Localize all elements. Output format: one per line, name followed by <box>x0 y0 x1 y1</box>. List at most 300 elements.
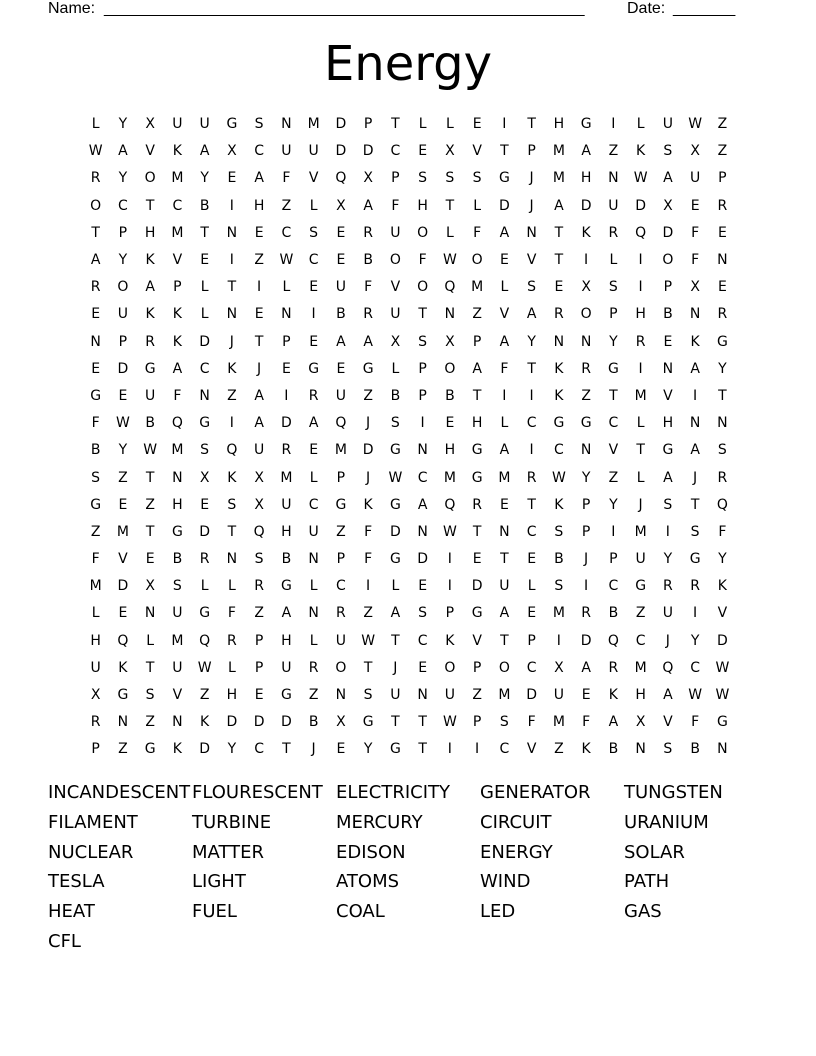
grid-letter: M <box>552 714 565 731</box>
grid-letter: S <box>254 551 264 568</box>
grid-letter: T <box>609 387 618 404</box>
grid-letter: K <box>227 360 237 377</box>
grid-letter: P <box>363 116 373 133</box>
grid-letter: A <box>417 496 428 513</box>
grid-letter: A <box>363 333 373 350</box>
grid-letter: V <box>472 143 482 160</box>
grid-letter: F <box>691 252 700 269</box>
grid-letter: F <box>364 551 373 568</box>
grid-letter: G <box>498 170 510 187</box>
grid-letter: L <box>309 197 318 214</box>
grid-letter: E <box>309 279 319 296</box>
grid-letter: Z <box>199 687 210 704</box>
grid-letter: L <box>200 306 209 323</box>
grid-letter: A <box>663 170 673 187</box>
grid-letter: U <box>254 442 265 459</box>
grid-letter: W <box>715 687 730 704</box>
grid-letter: P <box>418 360 427 377</box>
grid-letter: I <box>638 360 643 377</box>
grid-letter: N <box>608 170 619 187</box>
grid-letter: E <box>418 143 428 160</box>
grid-letter: U <box>390 224 401 241</box>
grid-letter: D <box>280 714 292 731</box>
grid-letter: N <box>226 306 238 323</box>
grid-letter: R <box>227 632 237 649</box>
grid-letter: G <box>226 116 238 133</box>
grid-letter: N <box>199 387 210 404</box>
grid-letter: T <box>227 279 237 296</box>
grid-letter: L <box>91 116 100 133</box>
grid-letter: E <box>527 605 537 622</box>
grid-letter: O <box>90 197 102 214</box>
grid-letter: T <box>690 496 700 513</box>
grid-letter: P <box>609 306 618 323</box>
grid-letter: R <box>717 469 728 486</box>
grid-letter: K <box>554 387 564 404</box>
grid-letter: T <box>145 659 155 676</box>
grid-letter: S <box>227 496 237 513</box>
word-list-item: FUEL <box>192 901 237 923</box>
grid-letter: N <box>417 523 428 540</box>
grid-letter: Z <box>608 143 619 160</box>
grid-letter: O <box>444 659 456 676</box>
grid-letter: Z <box>118 741 128 758</box>
grid-letter: A <box>390 605 401 622</box>
grid-letter: O <box>444 360 456 377</box>
grid-letter: P <box>118 333 128 350</box>
grid-letter: L <box>445 116 454 133</box>
grid-letter: M <box>552 170 565 187</box>
grid-letter: G <box>144 741 156 758</box>
grid-letter: N <box>580 333 592 350</box>
grid-letter: E <box>472 551 482 568</box>
grid-letter: X <box>145 116 155 133</box>
grid-letter: U <box>390 687 401 704</box>
grid-letter: Q <box>607 632 619 649</box>
grid-row <box>82 628 742 655</box>
grid-row <box>82 682 742 709</box>
grid-letter: M <box>498 687 511 704</box>
grid-letter: P <box>472 714 482 731</box>
grid-letter: B <box>445 387 455 404</box>
grid-letter: P <box>391 170 400 187</box>
grid-letter: F <box>527 714 536 731</box>
grid-letter: G <box>471 469 483 486</box>
grid-letter: Y <box>118 116 128 133</box>
grid-letter: R <box>308 387 319 404</box>
grid-letter: F <box>473 224 482 241</box>
grid-letter: S <box>145 687 155 704</box>
grid-letter: I <box>584 252 589 269</box>
grid-letter: I <box>693 387 698 404</box>
grid-letter: E <box>309 442 319 459</box>
grid-letter: S <box>254 116 264 133</box>
grid-letter: V <box>526 741 537 758</box>
grid-letter: T <box>418 741 427 758</box>
grid-letter: E <box>254 224 264 241</box>
grid-letter: D <box>580 197 592 214</box>
grid-row <box>82 464 742 491</box>
grid-letter: V <box>499 306 510 323</box>
grid-letter: H <box>417 197 428 214</box>
grid-letter: X <box>663 197 673 214</box>
grid-letter: J <box>529 197 534 214</box>
grid-letter: Q <box>171 415 183 432</box>
grid-letter: Z <box>145 714 155 731</box>
grid-letter: G <box>580 116 592 133</box>
grid-letter: G <box>471 442 483 459</box>
grid-letter: U <box>172 116 183 133</box>
grid-letter: S <box>418 170 428 187</box>
grid-letter: K <box>581 741 591 758</box>
grid-letter: N <box>444 306 456 323</box>
name-blank-line: ______________________________________________________ <box>104 0 585 17</box>
grid-letter: U <box>199 116 210 133</box>
grid-letter: R <box>472 496 482 513</box>
grid-letter: K <box>227 469 237 486</box>
grid-letter: Z <box>145 496 155 513</box>
grid-letter: L <box>282 279 291 296</box>
grid-letter: F <box>364 279 373 296</box>
grid-letter: P <box>418 387 427 404</box>
grid-letter: N <box>717 741 728 758</box>
grid-letter: A <box>281 605 292 622</box>
word-list-item: ELECTRICITY <box>336 782 451 803</box>
grid-letter: Z <box>635 605 646 622</box>
grid-letter: R <box>90 279 101 296</box>
grid-letter: G <box>280 578 292 595</box>
grid-letter: D <box>498 197 510 214</box>
grid-letter: K <box>554 496 564 513</box>
grid-row <box>82 600 742 627</box>
grid-letter: T <box>418 714 427 731</box>
grid-letter: Q <box>335 170 347 187</box>
grid-letter: R <box>581 605 591 622</box>
grid-letter: R <box>254 578 264 595</box>
grid-letter: D <box>526 687 538 704</box>
word-list-item: MERCURY <box>336 811 423 833</box>
grid-letter: V <box>390 279 401 296</box>
grid-letter: P <box>581 523 591 540</box>
grid-letter: R <box>608 659 619 676</box>
grid-letter: H <box>553 116 565 133</box>
grid-letter: Z <box>227 387 237 404</box>
grid-letter: E <box>227 170 237 187</box>
grid-letter: Z <box>308 687 319 704</box>
grid-letter: Z <box>118 469 128 486</box>
grid-letter: E <box>91 306 101 323</box>
grid-letter: Y <box>118 170 128 187</box>
grid-letter: P <box>581 496 591 513</box>
grid-letter: E <box>118 605 128 622</box>
grid-letter: H <box>226 687 238 704</box>
grid-letter: G <box>362 360 374 377</box>
grid-letter: C <box>308 252 319 269</box>
grid-letter: M <box>471 279 484 296</box>
grid-letter: O <box>498 659 510 676</box>
grid-letter: F <box>173 387 182 404</box>
grid-letter: T <box>145 197 155 214</box>
grid-letter: I <box>447 741 452 758</box>
grid-letter: S <box>717 442 727 459</box>
grid-letter: U <box>308 523 319 540</box>
grid-letter: M <box>552 143 565 160</box>
grid-letter: I <box>420 415 425 432</box>
grid-letter: R <box>90 170 101 187</box>
grid-letter: D <box>199 523 211 540</box>
grid-letter: T <box>282 741 291 758</box>
grid-letter: N <box>499 523 510 540</box>
grid-letter: E <box>418 659 428 676</box>
grid-letter: S <box>91 469 101 486</box>
grid-letter: G <box>199 605 211 622</box>
grid-letter: E <box>254 306 264 323</box>
grid-letter: T <box>145 469 155 486</box>
grid-letter: M <box>634 387 647 404</box>
grid-letter: C <box>254 741 265 758</box>
grid-letter: J <box>529 170 534 187</box>
grid-letter: P <box>336 469 346 486</box>
grid-letter: R <box>199 551 210 568</box>
grid-letter: G <box>716 714 728 731</box>
grid-letter: R <box>690 578 700 595</box>
grid-letter: C <box>635 632 646 649</box>
grid-letter: C <box>553 442 564 459</box>
grid-letter: U <box>635 551 646 568</box>
grid-letter: D <box>335 143 347 160</box>
grid-letter: D <box>362 442 374 459</box>
date-label: Date: <box>627 0 666 17</box>
grid-letter: W <box>633 170 648 187</box>
grid-letter: K <box>172 333 182 350</box>
grid-letter: E <box>254 687 264 704</box>
grid-letter: N <box>553 333 565 350</box>
grid-letter: H <box>253 197 265 214</box>
grid-letter: I <box>611 523 616 540</box>
grid-letter: Z <box>717 116 728 133</box>
grid-letter: P <box>173 279 182 296</box>
grid-letter: N <box>580 442 592 459</box>
grid-letter: J <box>229 333 234 350</box>
grid-letter: I <box>447 578 452 595</box>
grid-letter: F <box>718 523 727 540</box>
grid-letter: F <box>91 415 100 432</box>
grid-letter: B <box>608 605 619 622</box>
grid-letter: J <box>638 496 643 513</box>
grid-letter: K <box>717 578 727 595</box>
grid-row <box>82 383 742 410</box>
grid-letter: A <box>172 360 183 377</box>
grid-letter: D <box>117 578 129 595</box>
grid-letter: T <box>500 551 509 568</box>
grid-letter: P <box>445 605 455 622</box>
grid-letter: R <box>608 224 619 241</box>
grid-row <box>82 492 742 519</box>
grid-letter: V <box>717 605 728 622</box>
word-list-item: EDISON <box>336 841 406 863</box>
grid-letter: Y <box>363 741 373 758</box>
grid-letter: Q <box>444 279 456 296</box>
grid-letter: P <box>609 551 618 568</box>
grid-letter: J <box>584 551 589 568</box>
grid-row <box>82 220 742 247</box>
grid-letter: L <box>418 116 427 133</box>
grid-letter: T <box>200 224 209 241</box>
grid-letter: B <box>363 252 373 269</box>
grid-letter: M <box>280 469 293 486</box>
grid-letter: W <box>688 116 703 133</box>
grid-letter: V <box>118 551 128 568</box>
grid-letter: C <box>390 143 401 160</box>
grid-letter: N <box>117 714 129 731</box>
grid-letter: J <box>366 415 371 432</box>
grid-letter: H <box>144 224 156 241</box>
grid-letter: I <box>257 279 262 296</box>
grid-letter: Z <box>608 469 619 486</box>
grid-letter: W <box>115 415 130 432</box>
grid-letter: M <box>552 605 565 622</box>
grid-letter: X <box>254 469 264 486</box>
grid-letter: A <box>499 605 510 622</box>
name-label: Name: <box>48 0 96 17</box>
grid-letter: D <box>280 415 292 432</box>
grid-letter: I <box>311 306 316 323</box>
grid-letter: B <box>690 741 700 758</box>
grid-letter: R <box>581 360 591 377</box>
grid-letter: S <box>309 224 319 241</box>
grid-letter: E <box>527 551 537 568</box>
grid-letter: G <box>607 360 619 377</box>
grid-letter: N <box>417 687 428 704</box>
grid-row <box>82 546 742 573</box>
grid-letter: F <box>282 170 291 187</box>
grid-letter: Y <box>581 469 591 486</box>
grid-letter: A <box>499 333 510 350</box>
grid-letter: K <box>145 306 155 323</box>
grid-letter: I <box>693 605 698 622</box>
grid-letter: M <box>634 659 647 676</box>
grid-letter: K <box>118 659 128 676</box>
grid-row <box>82 736 742 763</box>
grid-letter: L <box>636 116 645 133</box>
grid-letter: K <box>200 714 210 731</box>
grid-letter: G <box>662 442 674 459</box>
grid-letter: I <box>229 197 234 214</box>
grid-letter: N <box>308 551 319 568</box>
grid-letter: T <box>145 523 155 540</box>
grid-letter: S <box>554 523 564 540</box>
grid-letter: G <box>362 714 374 731</box>
grid-letter: Y <box>690 632 700 649</box>
grid-letter: T <box>391 116 400 133</box>
grid-letter: M <box>307 116 320 133</box>
grid-letter: D <box>199 333 211 350</box>
grid-letter: V <box>172 687 183 704</box>
grid-letter: A <box>581 143 591 160</box>
grid-letter: G <box>389 741 401 758</box>
grid-letter: E <box>309 333 319 350</box>
grid-letter: Y <box>118 252 128 269</box>
grid-letter: A <box>499 224 510 241</box>
grid-letter: R <box>336 605 346 622</box>
grid-letter: C <box>417 469 428 486</box>
grid-letter: F <box>582 714 591 731</box>
grid-row <box>82 301 742 328</box>
grid-letter: E <box>717 279 727 296</box>
grid-letter: G <box>635 578 647 595</box>
grid-letter: U <box>662 605 673 622</box>
word-list-item: WIND <box>480 871 531 893</box>
grid-letter: T <box>527 116 536 133</box>
word-list-item: NUCLEAR <box>48 841 134 863</box>
grid-letter: F <box>364 523 373 540</box>
grid-letter: C <box>117 197 128 214</box>
grid-letter: D <box>253 714 265 731</box>
grid-letter: L <box>309 578 318 595</box>
grid-letter: H <box>662 415 674 432</box>
grid-letter: C <box>281 224 292 241</box>
grid-letter: T <box>554 224 564 241</box>
grid-letter: Y <box>527 333 536 350</box>
grid-letter: F <box>691 224 700 241</box>
grid-letter: Q <box>335 415 347 432</box>
word-list-item: FLOURESCENT <box>192 782 323 803</box>
grid-letter: K <box>608 687 618 704</box>
grid-letter: W <box>197 659 212 676</box>
grid-letter: U <box>444 687 455 704</box>
word-list-item: ATOMS <box>336 871 400 893</box>
grid-letter: K <box>172 143 182 160</box>
grid-letter: A <box>690 360 700 377</box>
grid-letter: N <box>526 224 537 241</box>
grid-letter: E <box>472 116 482 133</box>
grid-letter: R <box>281 442 292 459</box>
grid-letter: Z <box>336 523 346 540</box>
grid-letter: O <box>417 279 429 296</box>
grid-letter: I <box>502 116 507 133</box>
grid-letter: D <box>362 143 374 160</box>
grid-letter: P <box>336 551 346 568</box>
grid-row <box>82 410 742 437</box>
grid-letter: S <box>363 687 373 704</box>
grid-letter: L <box>391 578 400 595</box>
grid-letter: U <box>281 496 292 513</box>
grid-letter: V <box>663 387 673 404</box>
grid-letter: Z <box>281 197 292 214</box>
grid-letter: T <box>718 387 727 404</box>
grid-letter: C <box>172 197 183 214</box>
grid-letter: U <box>335 279 346 296</box>
grid-letter: A <box>608 714 619 731</box>
grid-letter: S <box>172 578 182 595</box>
grid-letter: P <box>91 741 100 758</box>
grid-letter: P <box>718 170 727 187</box>
grid-letter: N <box>335 687 347 704</box>
grid-letter: M <box>171 442 184 459</box>
grid-letter: I <box>229 415 234 432</box>
grid-letter: M <box>443 469 456 486</box>
word-list-item: CIRCUIT <box>480 811 552 833</box>
grid-letter: S <box>418 605 428 622</box>
grid-letter: X <box>145 578 155 595</box>
grid-letter: W <box>442 714 457 731</box>
grid-letter: T <box>391 632 400 649</box>
grid-letter: K <box>581 224 591 241</box>
word-list <box>48 778 768 957</box>
grid-letter: E <box>118 387 128 404</box>
grid-letter: W <box>715 659 730 676</box>
grid-letter: Z <box>254 252 264 269</box>
